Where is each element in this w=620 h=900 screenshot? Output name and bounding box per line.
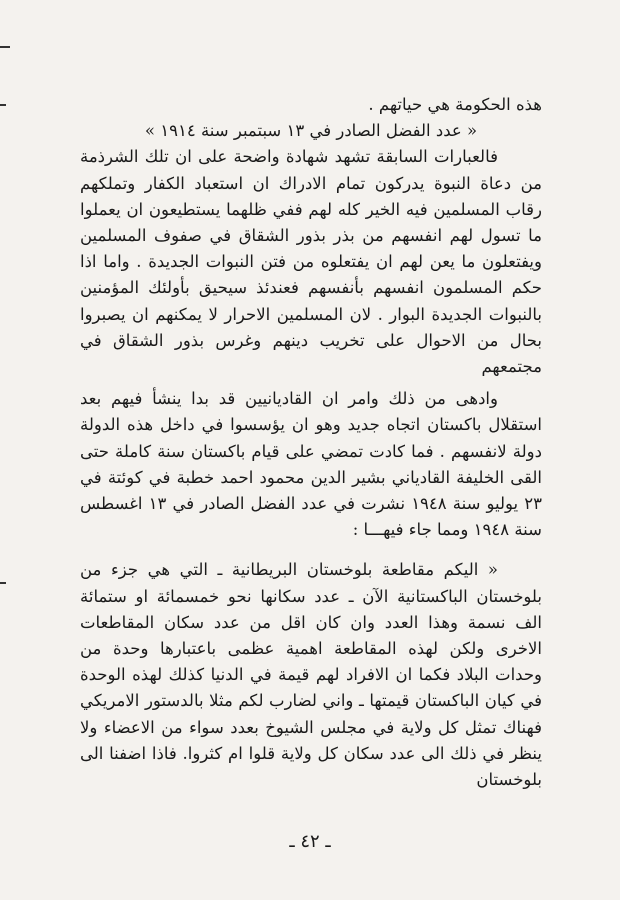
margin-mark-top (0, 46, 10, 48)
paragraph: فالعبارات السابقة تشهد شهادة واضحة على ان تلك الشرذمة من دعاة النبوة يدركون تمام الادراك ان استعباد الكفار وتملكهم رقاب المسلمين فيه الخير كله لهم ففي ظلهما يستطيعون ان يعملوا ما تسول لهم انفسهم من بذر بذور الشقاق في صفوف المسلمين ويفتعلون ما يعن لهم ان يفتعلوه من فتن النبوات الجديدة . واما اذا حكم المسلمون انفسهم بأنفسهم فعندئذ سيحيق بأولئك المؤمنين بالنبوات الجديدة البوار . لان المسلمين الاحرار لا يمكنهم ان يصبروا بحال من الاحوال على تخريب دينهم وغرس بذور الشقاق في مجتمعهم (80, 147, 542, 377)
paragraph: وادهى من ذلك وامر ان القاديانيين قد بدا ينشأ فيهم بعد استقلال باكستان اتجاه جديد وهو ان يؤسسوا في داخل هذه الدولة دولة لانفسهم . فما كادت تمضي على قيام باكستان سنة كاملة حتى القى الخليفة القادياني بشير الدين محمود احمد خطبة في كوئتة في ٢٣ يوليو سنة ١٩٤٨ نشرت في عدد الفضل الصادر في ١٣ اغسطس سنة ١٩٤٨ ومما جاء فيهـــا : (80, 389, 542, 540)
block-quote: « اليكم مقاطعة بلوخستان البريطانية ـ التي هي جزء من بلوخستان الباكستانية الآن ـ عدد سكانها نحو خمسمائة او ستمائة الف نسمة وهذا العدد وان كان اقل من عدد سكان المقاطعات الاخرى ولكن لهذه المقاطعة اهمية عظمى باعتبارها وحدة من وحدات البلاد فكما ان الافراد لهم قيمة في الدنيا كذلك لهذه الوحدة في كيان الباكستان قيمتها ـ واني لضارب لكم مثلا بالدستور الامريكي فهناك تمثل كل ولاية في مجلس الشيوخ بعدد سواء من الاعضاء ولا ينظر في ذلك الى عدد سكان كل ولاية قلوا ام كثروا. فاذا اضفنا الى بلوخستان (80, 560, 542, 790)
citation: « عدد الفضل الصادر في ١٣ سبتمبر سنة ١٩١٤ » (144, 121, 478, 141)
margin-mark-bottom (0, 582, 6, 584)
opening-line: هذه الحكومة هي حياتهم . (368, 95, 542, 114)
margin-mark-middle (0, 104, 6, 106)
page-number: ـ ٤٢ ـ (289, 831, 331, 852)
body-text (80, 92, 542, 793)
